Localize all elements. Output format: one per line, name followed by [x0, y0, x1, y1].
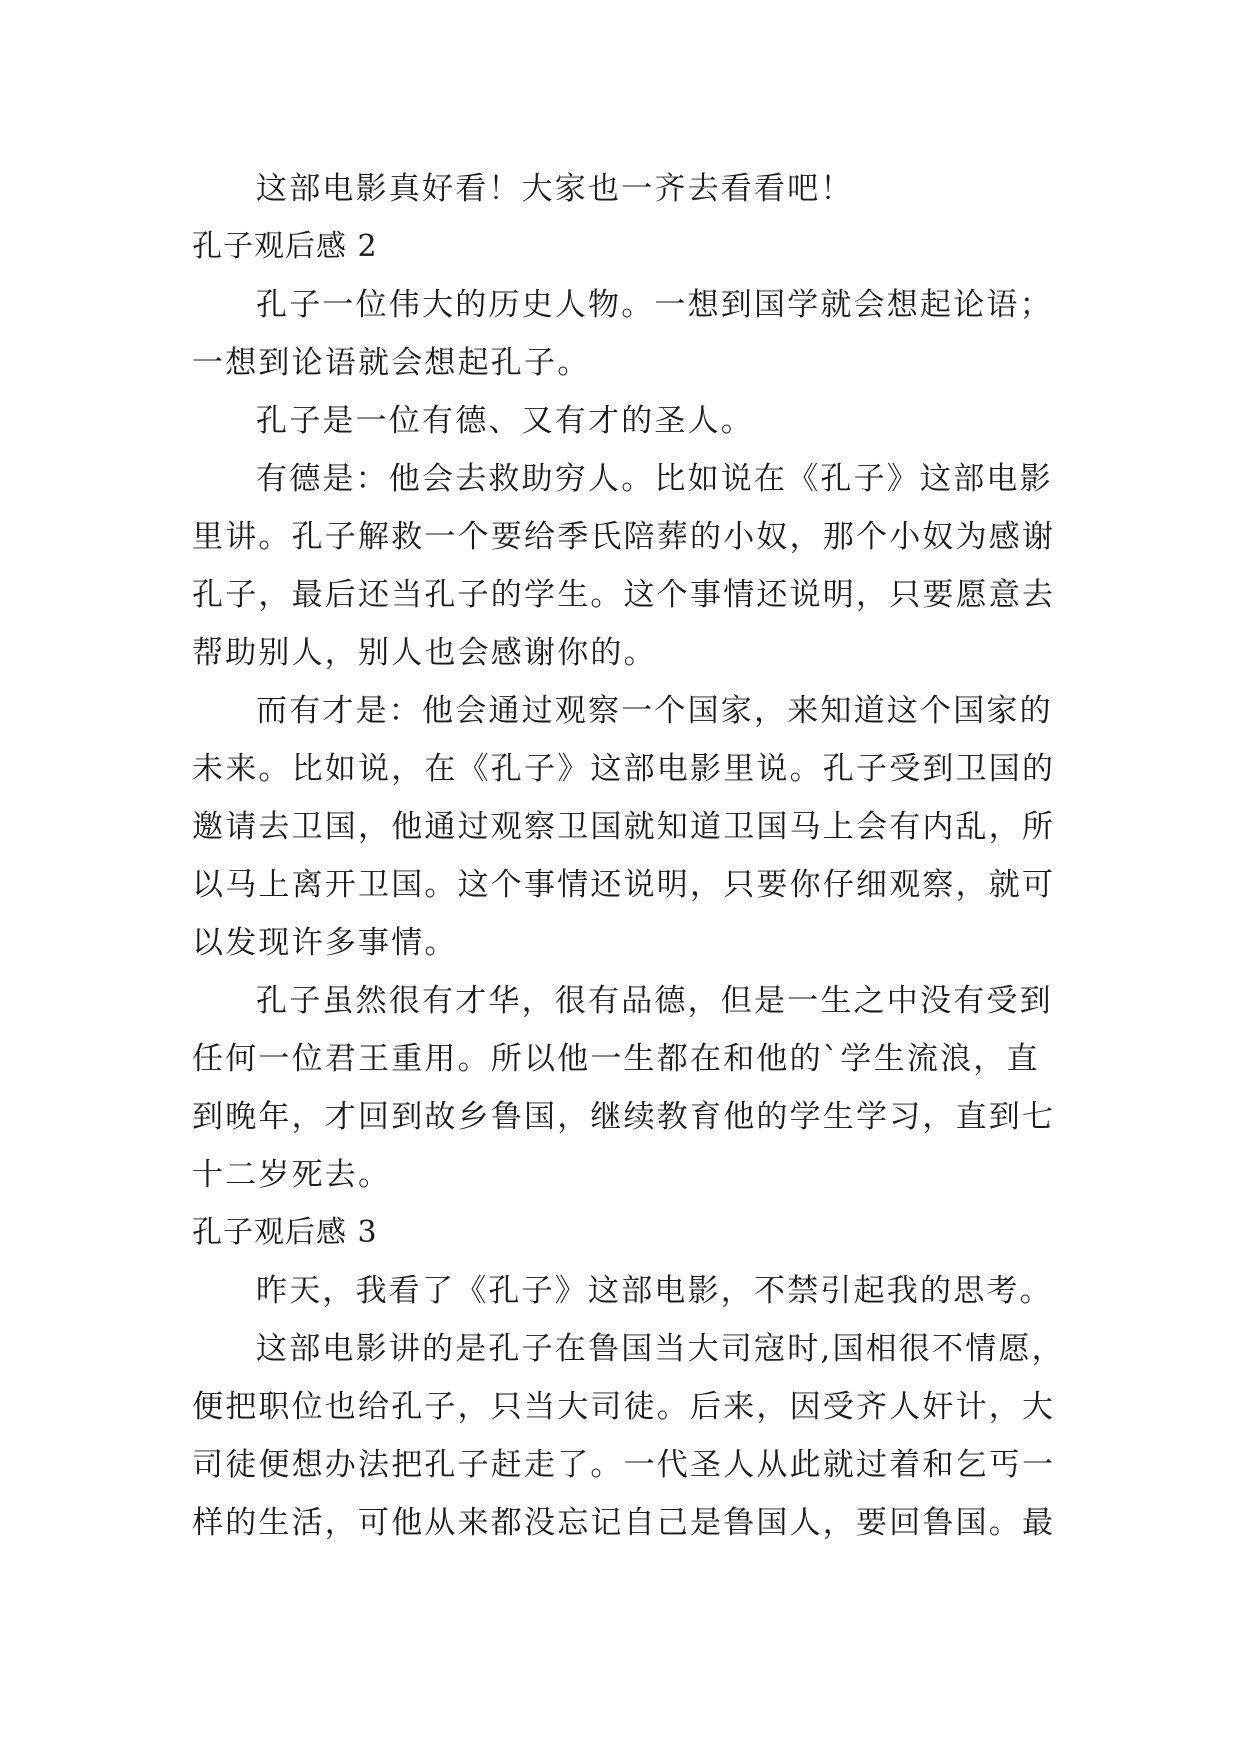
paragraph-line: 这部电影真好看！大家也一齐去看看吧！: [256, 171, 854, 207]
paragraph-line: 以发现许多事情。: [192, 925, 458, 961]
paragraph-line: 司徒便想办法把孔子赶走了。一代圣人从此就过着和乞丐一: [192, 1447, 1056, 1483]
paragraph-line: 有德是：他会去救助穷人。比如说在《孔子》这部电影: [256, 461, 1053, 497]
paragraph-line: 孔子虽然很有才华，很有品德，但是一生之中没有受到: [256, 983, 1053, 1019]
paragraph-line: 任何一位君王重用。所以他一生都在和他的`学生流浪，直: [192, 1041, 1040, 1077]
paragraph-line: 便把职位也给孔子，只当大司徒。后来，因受齐人奸计，大: [192, 1389, 1056, 1425]
paragraph-line: 未来。比如说，在《孔子》这部电影里说。孔子受到卫国的: [192, 751, 1056, 787]
paragraph-line: 孔子是一位有德、又有才的圣人。: [256, 403, 754, 439]
paragraph-line: 孔子，最后还当孔子的学生。这个事情还说明，只要愿意去: [192, 577, 1056, 613]
paragraph-line: 邀请去卫国，他通过观察卫国就知道卫国马上会有内乱，所: [192, 809, 1056, 845]
paragraph-line: 而有才是：他会通过观察一个国家，来知道这个国家的: [256, 693, 1053, 729]
paragraph-line: 一想到论语就会想起孔子。: [192, 345, 591, 381]
paragraph-line: 里讲。孔子解救一个要给季氏陪葬的小奴，那个小奴为感谢: [192, 519, 1056, 555]
paragraph-line: 昨天，我看了《孔子》这部电影，不禁引起我的思考。: [256, 1273, 1053, 1309]
paragraph-line: 帮助别人，别人也会感谢你的。: [192, 635, 657, 671]
paragraph-line: 这部电影讲的是孔子在鲁国当大司寇时,国相很不情愿，: [256, 1331, 1065, 1367]
paragraph-line: 到晚年，才回到故乡鲁国，继续教育他的学生学习，直到七: [192, 1099, 1056, 1135]
section-heading: 孔子观后感 2: [192, 229, 378, 264]
paragraph-line: 样的生活，可他从来都没忘记自己是鲁国人，要回鲁国。最: [192, 1505, 1056, 1541]
paragraph-line: 孔子一位伟大的历史人物。一想到国学就会想起论语；: [256, 287, 1053, 323]
paragraph-line: 十二岁死去。: [192, 1157, 392, 1193]
section-heading: 孔子观后感 3: [192, 1215, 378, 1250]
paragraph-line: 以马上离开卫国。这个事情还说明，只要你仔细观察，就可: [192, 867, 1056, 903]
document-body: [192, 160, 1065, 1552]
